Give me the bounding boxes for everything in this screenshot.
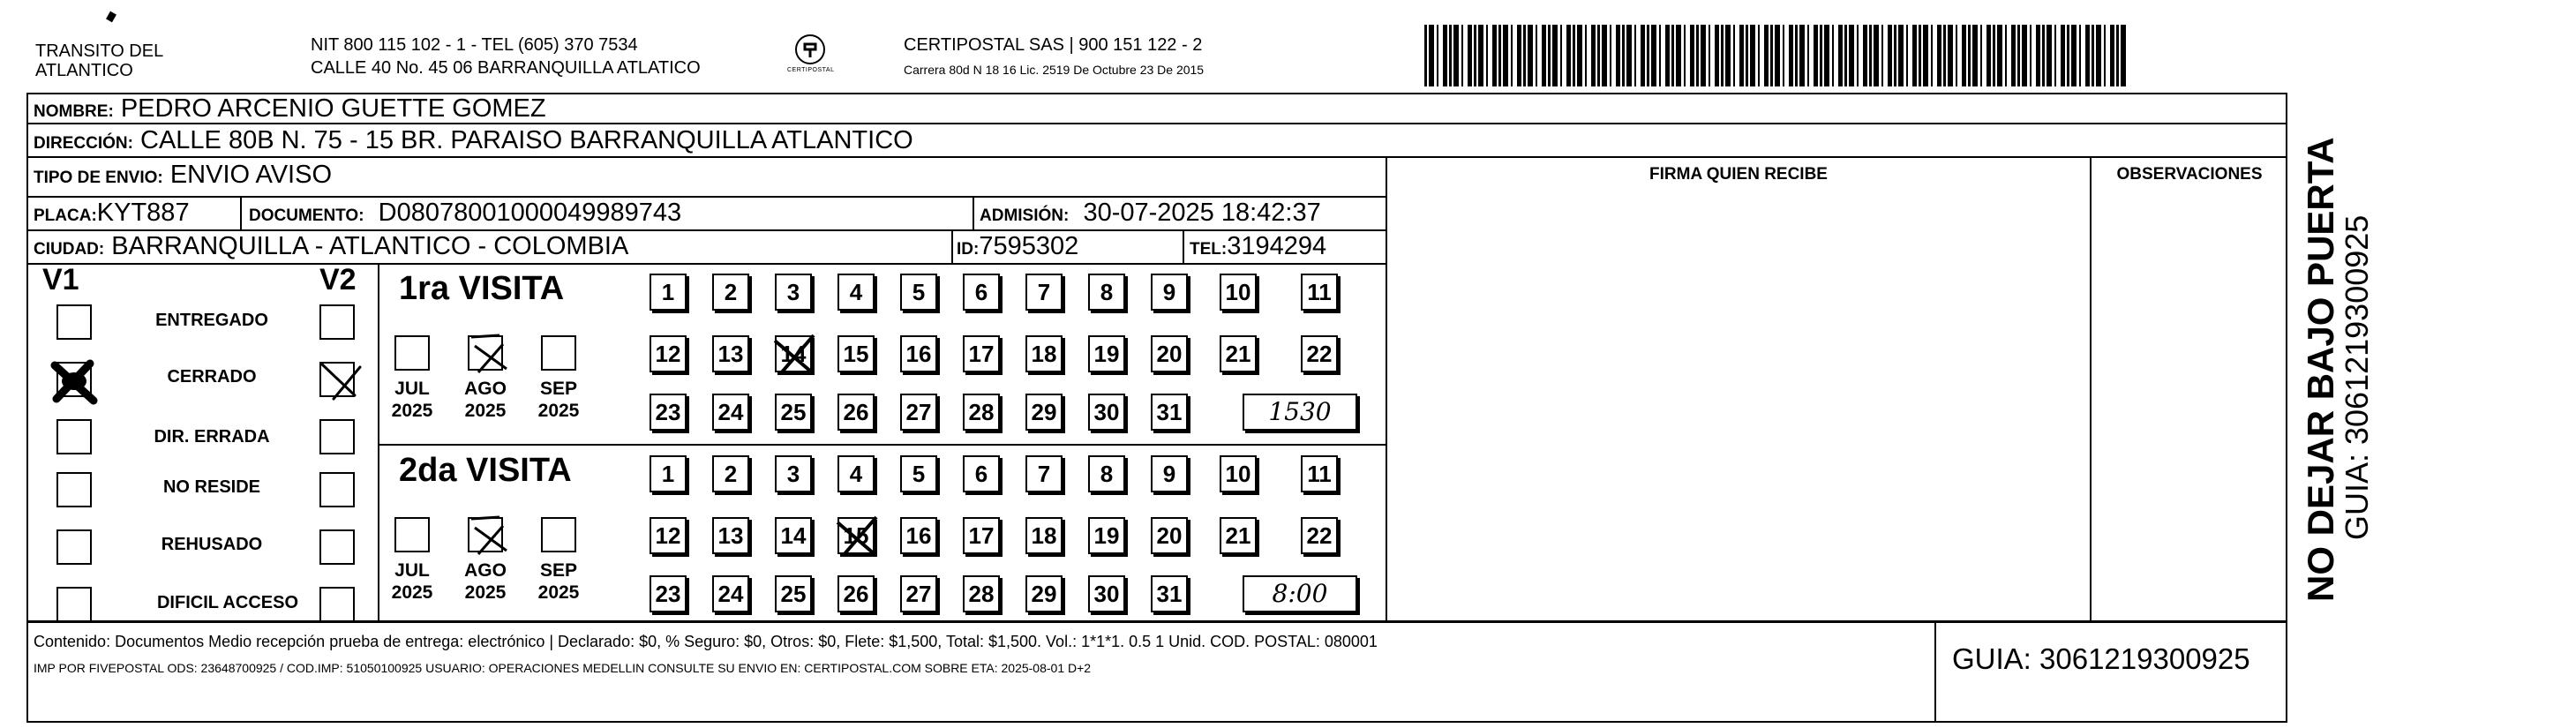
month-year: 2025 (464, 582, 507, 603)
day-box-7[interactable]: 7 (1025, 455, 1063, 492)
day-box-24[interactable]: 24 (712, 575, 749, 612)
day-box-26[interactable]: 26 (837, 394, 875, 431)
month-label (459, 559, 512, 604)
day-box-9[interactable]: 9 (1151, 274, 1188, 311)
day-box-8[interactable]: 8 (1088, 455, 1125, 492)
month-year: 2025 (464, 401, 507, 421)
admision-row: ADMISIÓN: 30-07-2025 18:42:37 (980, 199, 1321, 227)
issuer-address: CALLE 40 No. 45 06 BARRANQUILLA ATLATICO (311, 58, 701, 78)
visit-title: 1ra VISITA (399, 270, 565, 307)
day-box-26[interactable]: 26 (837, 575, 875, 612)
day-box-12[interactable]: 12 (650, 335, 687, 372)
day-box-19[interactable]: 19 (1088, 335, 1125, 372)
firma-header: FIRMA QUIEN RECIBE (1649, 165, 1828, 184)
day-box-23[interactable]: 23 (650, 575, 687, 612)
day-box-10[interactable]: 10 (1220, 274, 1257, 311)
day-box-23[interactable]: 23 (650, 394, 687, 431)
direccion-row: DIRECCIÓN: CALLE 80B N. 75 - 15 BR. PARAISO BARRANQUILLA ATLANTICO (34, 126, 913, 154)
v2-no-reside-checkbox[interactable] (319, 472, 355, 507)
day-box-11[interactable]: 11 (1301, 455, 1338, 492)
day-box-24[interactable]: 24 (712, 394, 749, 431)
day-box-1[interactable]: 1 (650, 455, 687, 492)
month-label (532, 378, 585, 422)
footer-print-line: IMP POR FIVEPOSTAL ODS: 23648700925 / COD.IMP: 51050100925 USUARIO: OPERACIONES MEDELLIN CONSULTE SU ENVIO EN: CERTIPOSTAL.COM SOBRE ETA: 2025-08-01 D+2 (34, 661, 1092, 675)
side-warning: NO DEJAR BAJO PUERTA (2300, 137, 2341, 602)
tipo-envio-value: ENVIO AVISO (169, 161, 333, 189)
month-year: 2025 (537, 582, 580, 603)
issuer-nit: NIT 800 115 102 - 1 - TEL (605) 370 7534 (311, 35, 638, 55)
day-box-5[interactable]: 5 (900, 455, 937, 492)
day-box-31[interactable]: 31 (1151, 394, 1188, 431)
day-box-3[interactable]: 3 (775, 455, 812, 492)
day-box-20[interactable]: 20 (1151, 517, 1188, 554)
day-box-2[interactable]: 2 (712, 455, 749, 492)
day-box-4[interactable]: 4 (837, 274, 875, 311)
v2-dificil-acceso-checkbox[interactable] (319, 587, 355, 622)
month-name: AGO (464, 560, 507, 581)
day-box-16[interactable]: 16 (900, 335, 937, 372)
status-entregado: ENTREGADO (155, 311, 268, 330)
v1-cerrado-checkbox[interactable] (56, 362, 92, 397)
footer-guia: GUIA: 3061219300925 (1952, 642, 2250, 675)
ciudad-value: BARRANQUILLA - ATLANTICO - COLOMBIA (111, 232, 629, 260)
status-no-reside: NO RESIDE (162, 477, 261, 497)
v1-label: V1 (42, 263, 79, 296)
documento-row: DOCUMENTO: D08078001000049989743 (249, 199, 682, 227)
month-year: 2025 (391, 401, 433, 421)
day-box-6[interactable]: 6 (963, 455, 1000, 492)
month-label (386, 378, 439, 422)
certipostal-logo (787, 32, 835, 73)
day-box-3[interactable]: 3 (775, 274, 812, 311)
logo-text: CERTIPOSTAL (787, 67, 835, 73)
month-name: JUL (394, 379, 430, 399)
id-value: 7595302 (979, 232, 1079, 260)
footer-content-line: Contenido: Documentos Medio recepción prueba de entrega: electrónico | Declarado: $0, % Seguro: $0, Otros: $0, Flete: $1,500, Total: $1,500. Vol.: 1*1*1. 0.5 1 Unid. COD. POSTAL: 080001 (34, 633, 1378, 650)
status-cerrado: CERRADO (167, 367, 257, 387)
day-box-25[interactable]: 25 (775, 394, 812, 431)
day-box-25[interactable]: 25 (775, 575, 812, 612)
v2-rehusado-checkbox[interactable] (319, 529, 355, 565)
admision-value: 30-07-2025 18:42:37 (1083, 199, 1321, 227)
documento-value: D08078001000049989743 (378, 199, 682, 227)
visit-title: 2da VISITA (399, 452, 572, 489)
day-box-8[interactable]: 8 (1088, 274, 1125, 311)
side-guia: GUIA: 3061219300925 (2339, 214, 2375, 540)
day-box-11[interactable]: 11 (1301, 274, 1338, 311)
day-box-29[interactable]: 29 (1025, 394, 1063, 431)
day-box-29[interactable]: 29 (1025, 575, 1063, 612)
day-box-15[interactable]: 15 (837, 335, 875, 372)
observaciones-header: OBSERVACIONES (2116, 165, 2263, 184)
day-box-21[interactable]: 21 (1220, 517, 1257, 554)
month-label (459, 378, 512, 422)
day-box-10[interactable]: 10 (1220, 455, 1257, 492)
month-name: SEP (539, 560, 578, 581)
day-box-14[interactable]: 14 (775, 517, 812, 554)
month-label (532, 559, 585, 604)
observations-area[interactable] (2092, 196, 2286, 619)
month-checkbox-ago[interactable] (468, 517, 503, 552)
signature-area[interactable] (1387, 196, 2090, 619)
month-year: 2025 (391, 582, 433, 603)
day-box-18[interactable]: 18 (1025, 517, 1063, 554)
month-name: SEP (539, 379, 578, 399)
day-box-5[interactable]: 5 (900, 274, 937, 311)
issuer-name-line2: ATLANTICO (35, 61, 133, 80)
v1-entregado-checkbox[interactable] (56, 304, 92, 340)
month-checkbox-jul[interactable] (394, 517, 430, 552)
day-box-14[interactable]: 14 (775, 335, 812, 372)
ink-mark (106, 11, 116, 23)
direccion-value: CALLE 80B N. 75 - 15 BR. PARAISO BARRANQUILLA ATLANTICO (140, 126, 913, 154)
day-box-22[interactable]: 22 (1301, 335, 1338, 372)
month-label (386, 559, 439, 604)
day-box-21[interactable]: 21 (1220, 335, 1257, 372)
month-checkbox-jul[interactable] (394, 335, 430, 371)
tel-row: TEL:3194294 (1190, 232, 1327, 260)
status-dir-errada: DIR. ERRADA (154, 427, 270, 447)
v1-rehusado-checkbox[interactable] (56, 529, 92, 565)
day-box-30[interactable]: 30 (1088, 575, 1125, 612)
day-box-7[interactable]: 7 (1025, 274, 1063, 311)
day-box-13[interactable]: 13 (712, 517, 749, 554)
day-box-12[interactable]: 12 (650, 517, 687, 554)
day-box-6[interactable]: 6 (963, 274, 1000, 311)
month-name: JUL (394, 560, 430, 581)
v2-cerrado-checkbox[interactable] (319, 362, 355, 397)
nombre-row: NOMBRE: PEDRO ARCENIO GUETTE GOMEZ (34, 94, 546, 123)
day-box-27[interactable]: 27 (900, 575, 937, 612)
carrier-info: CERTIPOSTAL SAS | 900 151 122 - 2 (904, 35, 1203, 55)
placa-value: KYT887 (96, 199, 190, 227)
day-box-18[interactable]: 18 (1025, 335, 1063, 372)
handwritten-time-field[interactable]: 1530 (1243, 394, 1357, 431)
day-box-13[interactable]: 13 (712, 335, 749, 372)
day-box-16[interactable]: 16 (900, 517, 937, 554)
day-box-2[interactable]: 2 (712, 274, 749, 311)
day-box-28[interactable]: 28 (963, 575, 1000, 612)
v2-dir-errada-checkbox[interactable] (319, 419, 355, 454)
day-box-17[interactable]: 17 (963, 335, 1000, 372)
month-year: 2025 (537, 401, 580, 421)
status-dificil-acceso: DIFICIL ACCESO (156, 593, 298, 612)
v1-dificil-acceso-checkbox[interactable] (56, 587, 92, 622)
placa-row: PLACA:KYT887 (34, 199, 190, 227)
v1-no-reside-checkbox[interactable] (56, 472, 92, 507)
month-name: AGO (464, 379, 507, 399)
status-rehusado: REHUSADO (161, 535, 263, 554)
tel-value: 3194294 (1227, 232, 1327, 260)
day-box-1[interactable]: 1 (650, 274, 687, 311)
id-row: ID:7595302 (957, 232, 1079, 260)
day-box-17[interactable]: 17 (963, 517, 1000, 554)
day-box-31[interactable]: 31 (1151, 575, 1188, 612)
nombre-value: PEDRO ARCENIO GUETTE GOMEZ (120, 94, 546, 123)
day-box-9[interactable]: 9 (1151, 455, 1188, 492)
ciudad-row: CIUDAD: BARRANQUILLA - ATLANTICO - COLOMBIA (34, 232, 629, 260)
issuer-name-line1: TRANSITO DEL (35, 41, 164, 61)
handwritten-time-field[interactable]: 8:00 (1243, 575, 1357, 612)
carrier-license: Carrera 80d N 18 16 Lic. 2519 De Octubre 23 De 2015 (904, 63, 1205, 77)
month-checkbox-sep[interactable] (541, 335, 576, 371)
day-box-20[interactable]: 20 (1151, 335, 1188, 372)
month-checkbox-ago[interactable] (468, 335, 503, 371)
day-box-27[interactable]: 27 (900, 394, 937, 431)
v1-dir-errada-checkbox[interactable] (56, 419, 92, 454)
barcode (1424, 25, 2127, 86)
day-box-19[interactable]: 19 (1088, 517, 1125, 554)
day-box-30[interactable]: 30 (1088, 394, 1125, 431)
day-box-28[interactable]: 28 (963, 394, 1000, 431)
day-box-15[interactable]: 15 (837, 517, 875, 554)
tipo-envio-row: TIPO DE ENVIO: ENVIO AVISO (34, 161, 333, 189)
day-box-4[interactable]: 4 (837, 455, 875, 492)
v2-entregado-checkbox[interactable] (319, 304, 355, 340)
month-checkbox-sep[interactable] (541, 517, 576, 552)
v2-label: V2 (319, 263, 357, 296)
day-box-22[interactable]: 22 (1301, 517, 1338, 554)
